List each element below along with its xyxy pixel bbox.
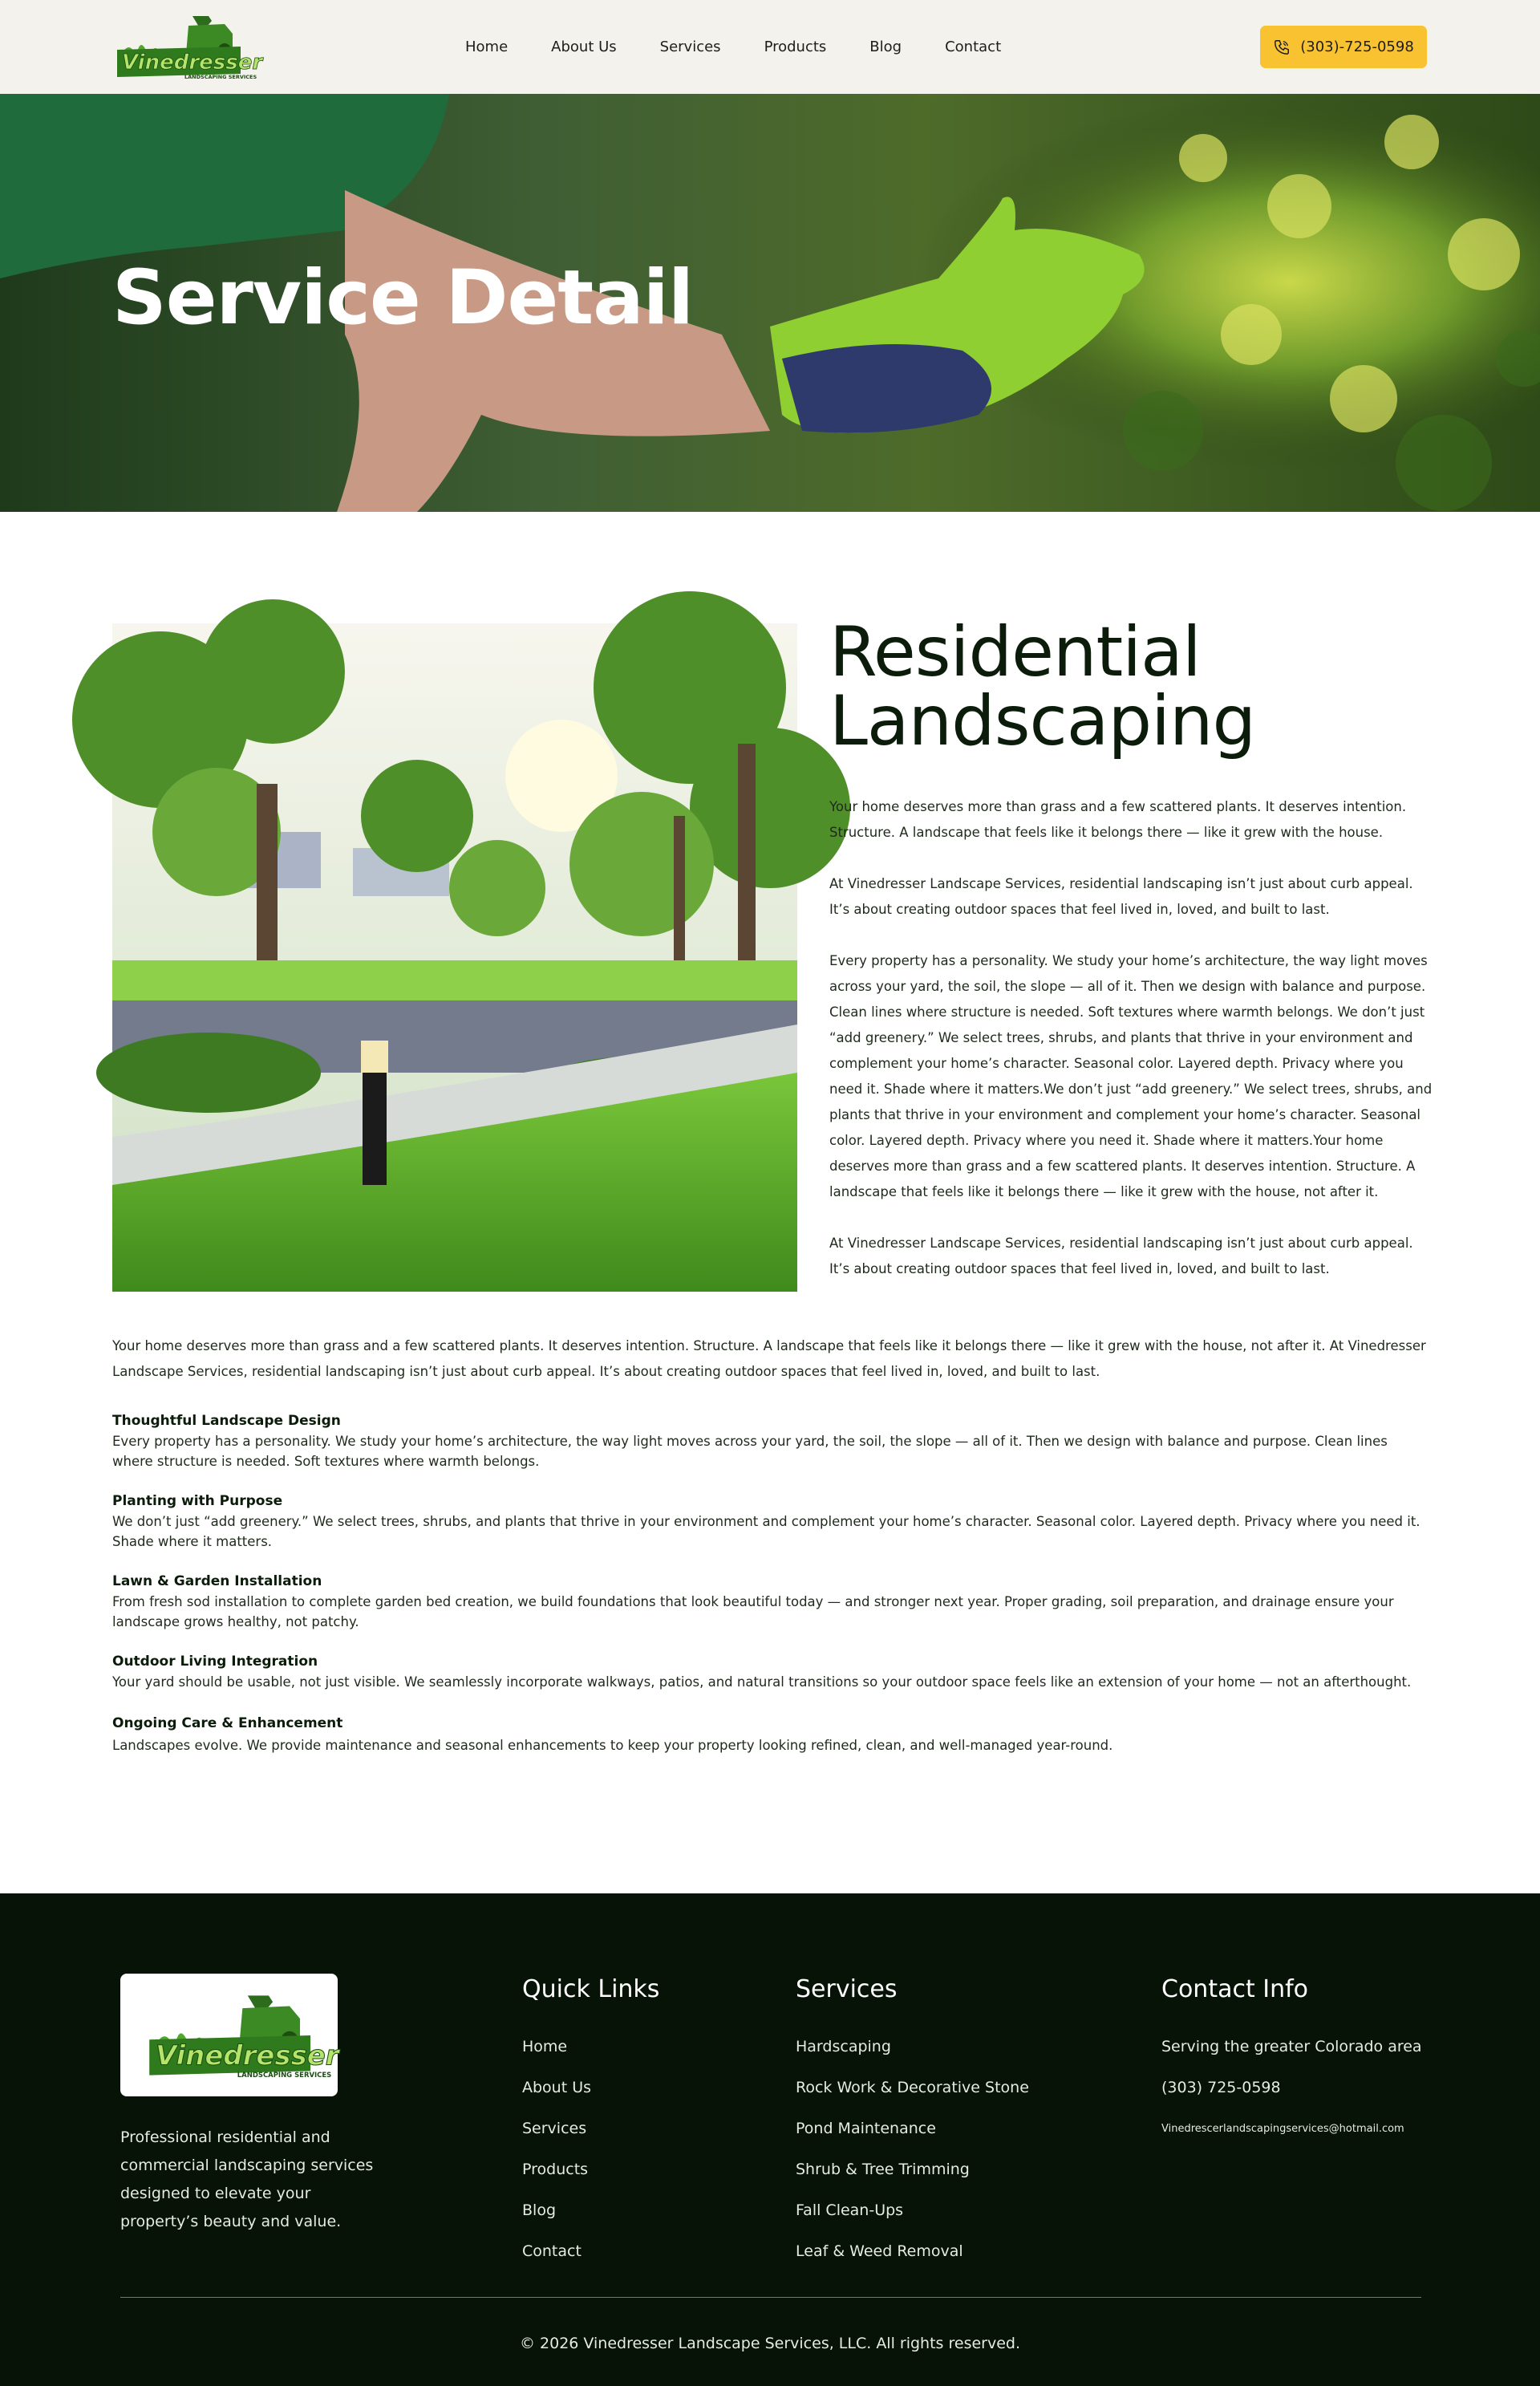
service-details bbox=[112, 1333, 1428, 1777]
phone-button[interactable] bbox=[1260, 26, 1427, 68]
detail-text: Every property has a personality. We study your home’s architecture, the way light moves across your yard, the soil, the slope — all of it. Then we design with balance and purpose. Clean lines where structure is needed. Soft textures where warmth belongs. bbox=[112, 1434, 1388, 1469]
nav-blog[interactable]: Blog bbox=[869, 39, 902, 55]
detail-text: Landscapes evolve. We provide maintenance and seasonal enhancements to keep your property looking refined, clean, and well-managed year-round. bbox=[112, 1738, 1113, 1753]
nav-about-us[interactable]: About Us bbox=[551, 39, 617, 55]
service-paragraph: At Vinedresser Landscape Services, residential landscaping isn’t just about curb appeal. It’s about creating outdoor spaces that feel lived in, loved, and built to last. bbox=[829, 876, 1413, 917]
hero-title: Service Detail bbox=[112, 254, 694, 342]
footer-service-fall-cleanups[interactable]: Fall Clean-Ups bbox=[796, 2201, 904, 2219]
svg-text:LANDSCAPING SERVICES: LANDSCAPING SERVICES bbox=[184, 74, 257, 80]
service-title bbox=[829, 612, 1439, 761]
contact-title: Contact Info bbox=[1161, 1975, 1309, 2003]
svg-text:Vinedresser: Vinedresser bbox=[155, 2039, 339, 2072]
detail-heading: Thoughtful Landscape Design bbox=[112, 1413, 341, 1429]
footer-service-leaf-weed[interactable]: Leaf & Weed Removal bbox=[796, 2242, 963, 2260]
footer-link-contact[interactable]: Contact bbox=[522, 2242, 582, 2260]
footer-service-pond[interactable]: Pond Maintenance bbox=[796, 2120, 936, 2137]
service-paragraph: Every property has a personality. We study your home’s architecture, the way light moves across your yard, the soil, the slope — all of it. Then we design with balance and purpose. Clean lines where structure is needed. Soft textures where warmth belongs. We don’t just “add greenery.” We select trees, shrubs, and plants that thrive in your environment and complement your home’s character. Seasonal color. Layered depth. Privacy where you need it. Shade where it matters.We don’t just “add greenery.” We select trees, shrubs, and plants that thrive in your environment and complement your home’s character. Seasonal color. Layered depth. Privacy where you need it. Shade where it matters.Your home deserves more than grass and a few scattered plants. It deserves intention. Structure. A landscape that feels like it belongs there — like it grew with the house, not after it. bbox=[829, 953, 1433, 1199]
footer-about: Professional residential and commercial landscaping services designed to elevate your property’s beauty and value. bbox=[120, 2128, 374, 2230]
service-paragraph: At Vinedresser Landscape Services, residential landscaping isn’t just about curb appeal. It’s about creating outdoor spaces that feel lived in, loved, and built to last. bbox=[829, 1236, 1413, 1276]
service-paragraph: Your home deserves more than grass and a few scattered plants. It deserves intention. Structure. A landscape that feels like it belongs there — like it grew with the house. bbox=[829, 799, 1407, 840]
footer-link-services[interactable]: Services bbox=[522, 2120, 587, 2137]
detail-block bbox=[112, 1712, 1428, 1757]
detail-block bbox=[112, 1652, 1428, 1692]
detail-text: We don’t just “add greenery.” We select trees, shrubs, and plants that thrive in your environment and complement your home’s character. Seasonal color. Layered depth. Privacy where you need it. Shade where it matters. bbox=[112, 1514, 1420, 1549]
detail-block bbox=[112, 1491, 1428, 1552]
nav-contact[interactable]: Contact bbox=[945, 39, 1002, 55]
service-description bbox=[829, 794, 1433, 1308]
detail-heading: Lawn & Garden Installation bbox=[112, 1573, 322, 1589]
site-header bbox=[0, 0, 1540, 94]
footer-quick-links bbox=[522, 1974, 659, 2272]
main-nav bbox=[465, 34, 1044, 61]
services-title: Services bbox=[796, 1975, 898, 2003]
phone-icon bbox=[1273, 39, 1291, 56]
detail-text: From fresh sod installation to complete garden bed creation, we build foundations that look beautiful today — and stronger next year. Proper grading, soil preparation, and drainage ensure your landscape grows healthy, not patchy. bbox=[112, 1594, 1394, 1629]
logo-mower-icon bbox=[141, 1987, 339, 2084]
garden-park-image bbox=[112, 623, 797, 1292]
footer-link-home[interactable]: Home bbox=[522, 2038, 568, 2055]
phone-number: (303)-725-0598 bbox=[1300, 39, 1414, 55]
footer-divider bbox=[120, 2297, 1421, 2298]
contact-area: Serving the greater Colorado area bbox=[1161, 2038, 1422, 2055]
detail-text: Your yard should be usable, not just visible. We seamlessly incorporate walkways, patios, and natural transitions so your outdoor space feels like an extension of your home — not an afterthought. bbox=[112, 1674, 1412, 1690]
detail-block bbox=[112, 1411, 1428, 1471]
details-intro: Your home deserves more than grass and a few scattered plants. It deserves intention. Structure. A landscape that feels like it belongs there — like it grew with the house, not after it. At Vinedresser Landscape Services, residential landscaping isn’t just about curb appeal. It’s about creating outdoor spaces that feel lived in, loved, and built to last. bbox=[112, 1338, 1426, 1379]
copyright: © 2026 Vinedresser Landscape Services, LLC. All rights reserved. bbox=[519, 2335, 1021, 2352]
quick-links-title: Quick Links bbox=[522, 1975, 660, 2003]
footer-link-products[interactable]: Products bbox=[522, 2161, 589, 2178]
service-title-line2: Landscaping bbox=[829, 681, 1256, 761]
footer-link-blog[interactable]: Blog bbox=[522, 2201, 556, 2219]
svg-text:Vinedresser: Vinedresser bbox=[122, 51, 263, 75]
nav-services[interactable]: Services bbox=[659, 39, 721, 55]
svg-text:LANDSCAPING SERVICES: LANDSCAPING SERVICES bbox=[237, 2070, 331, 2079]
detail-heading: Planting with Purpose bbox=[112, 1493, 283, 1509]
detail-heading: Ongoing Care & Enhancement bbox=[112, 1715, 343, 1731]
contact-phone[interactable]: (303) 725-0598 bbox=[1161, 2079, 1281, 2096]
logo-mower-icon bbox=[112, 10, 263, 83]
nav-products[interactable]: Products bbox=[764, 39, 827, 55]
contact-email[interactable]: Vinedrescerlandscapingservices@hotmail.com bbox=[1161, 2123, 1404, 2135]
nav-home[interactable]: Home bbox=[465, 39, 509, 55]
footer-service-trimming[interactable]: Shrub & Tree Trimming bbox=[796, 2161, 970, 2178]
footer-service-rock-work[interactable]: Rock Work & Decorative Stone bbox=[796, 2079, 1029, 2096]
site-footer bbox=[0, 1893, 1540, 2386]
detail-block bbox=[112, 1572, 1428, 1632]
footer-logo[interactable] bbox=[120, 1974, 338, 2096]
detail-heading: Outdoor Living Integration bbox=[112, 1654, 318, 1670]
service-photo bbox=[112, 623, 797, 1292]
footer-link-about-us[interactable]: About Us bbox=[522, 2079, 592, 2096]
hero-banner bbox=[0, 94, 1540, 512]
footer-contact bbox=[1161, 1974, 1422, 2149]
site-logo[interactable] bbox=[112, 10, 263, 83]
service-title-line1: Residential bbox=[829, 612, 1201, 692]
footer-service-hardscaping[interactable]: Hardscaping bbox=[796, 2038, 891, 2055]
footer-services bbox=[796, 1974, 1029, 2272]
